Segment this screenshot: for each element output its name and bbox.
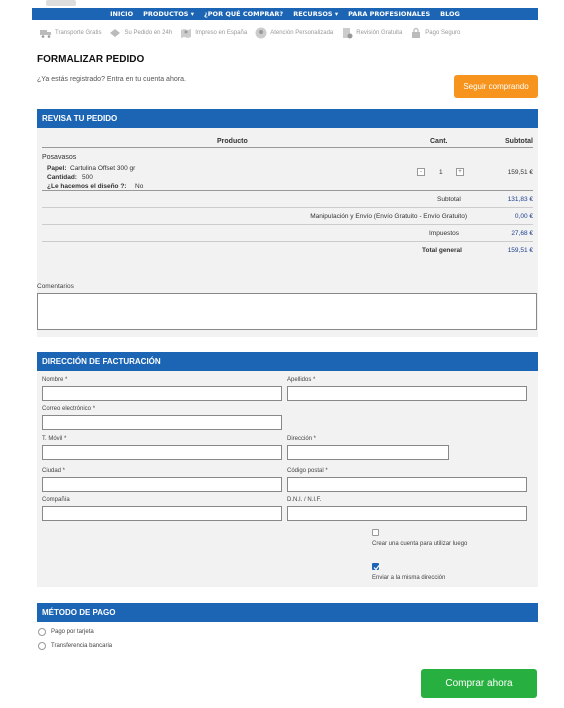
- feature-label: Revisión Gratuita: [356, 30, 403, 36]
- tax-value: 27,68 €: [511, 230, 533, 237]
- compania-field[interactable]: [42, 506, 282, 521]
- nav-blog[interactable]: BLOG: [440, 10, 460, 18]
- direccion-label: Dirección *: [287, 436, 317, 442]
- feature-espana: [180, 27, 247, 39]
- shipping-value: 0,00 €: [514, 213, 533, 220]
- lock-icon: [410, 27, 422, 39]
- item-subtotal: 159,51 €: [507, 169, 533, 176]
- feature-strip: [40, 24, 546, 42]
- feature-label: Atención Personalizada: [270, 30, 334, 36]
- feature-label: Transporte Gratis: [55, 30, 102, 36]
- subtotal-row: [42, 191, 533, 208]
- item-paper-label: Papel:: [47, 165, 67, 172]
- compania-label: Compañía: [42, 497, 70, 503]
- subtotal-value: 131,83 €: [507, 196, 533, 203]
- order-table-header: [42, 136, 533, 148]
- postal-field[interactable]: [287, 477, 527, 492]
- email-label: Correo electrónico *: [42, 406, 96, 412]
- map-icon: [180, 27, 192, 39]
- col-subtotal-header: Subtotal: [505, 138, 533, 145]
- same-address-checkbox[interactable]: [372, 563, 379, 570]
- page-title: FORMALIZAR PEDIDO: [37, 54, 145, 65]
- feature-pago: [410, 27, 460, 39]
- feature-24h: [109, 27, 172, 39]
- feature-label: Impreso en España: [195, 30, 248, 36]
- payment-transfer-label: Transferencia bancaria: [51, 643, 113, 649]
- document-check-icon: [341, 27, 353, 39]
- shipping-label: Manipulación y Envío (Envío Gratuito - Envío Gratuito): [310, 213, 467, 220]
- feature-revision: [341, 27, 402, 39]
- nav-recursos[interactable]: RECURSOS ▾: [293, 10, 339, 18]
- login-hint-link[interactable]: ¿Ya estás registrado? Entra en tu cuenta ahora.: [37, 76, 186, 83]
- tax-row: [42, 225, 533, 242]
- col-product-header: Producto: [217, 138, 248, 145]
- movil-label: T. Móvil *: [42, 436, 67, 442]
- logo: [46, 0, 76, 6]
- comments-label: Comentarios: [37, 283, 74, 290]
- tax-label: Impuestos: [429, 230, 459, 237]
- feature-label: Su Pedido en 24h: [124, 30, 173, 36]
- shipping-row: [42, 208, 533, 225]
- order-table: [42, 136, 533, 259]
- email-field[interactable]: [42, 415, 282, 430]
- nav-inicio[interactable]: INICIO: [110, 10, 134, 18]
- comments-textarea[interactable]: [37, 293, 537, 330]
- nav-productos[interactable]: PRODUCTOS ▾: [143, 10, 195, 18]
- nombre-field[interactable]: [42, 386, 282, 401]
- payment-header: MÉTODO DE PAGO: [37, 603, 538, 622]
- qty-value: 1: [439, 169, 443, 176]
- feature-atencion: [255, 27, 333, 39]
- ciudad-label: Ciudad *: [42, 468, 66, 474]
- billing-header: DIRECCIÓN DE FACTURACIÓN: [37, 352, 538, 371]
- direccion-field[interactable]: [287, 445, 449, 460]
- dni-label: D.N.I. / N.I.F.: [287, 497, 322, 503]
- payment-panel: [37, 603, 538, 624]
- continue-shopping-button[interactable]: Seguir comprando: [454, 75, 538, 98]
- create-account-label: Crear una cuenta para utilizar luego: [372, 541, 468, 547]
- payment-card-label: Pago por tarjeta: [51, 629, 94, 635]
- item-design-label: ¿Le hacemos el diseño ?:: [47, 183, 127, 190]
- feature-label: Pago Seguro: [425, 30, 461, 36]
- order-review-header: REVISA TU PEDIDO: [37, 109, 538, 128]
- dni-field[interactable]: [287, 506, 527, 521]
- delivery-icon: [109, 27, 121, 39]
- truck-icon: [40, 27, 52, 39]
- total-value: 159,51 €: [507, 247, 533, 254]
- apellidos-field[interactable]: [287, 386, 527, 401]
- payment-transfer-radio[interactable]: [38, 642, 46, 650]
- col-qty-header: Cant.: [430, 138, 448, 145]
- create-account-checkbox[interactable]: [372, 529, 379, 536]
- item-paper-value: Cartulina Offset 300 gr: [70, 165, 136, 172]
- item-qty-label: Cantidad:: [47, 174, 77, 181]
- item-design-value: No: [135, 183, 144, 190]
- buy-now-button[interactable]: Comprar ahora: [421, 669, 537, 698]
- item-qty-value: 500: [82, 174, 93, 181]
- item-name: Posavasos: [42, 154, 77, 161]
- total-label: Total general: [422, 247, 462, 254]
- feature-transporte: [40, 27, 101, 39]
- postal-label: Código postal *: [287, 468, 328, 474]
- movil-field[interactable]: [42, 445, 282, 460]
- nombre-label: Nombre *: [42, 377, 68, 383]
- qty-minus-button[interactable]: -: [417, 168, 425, 176]
- total-row: [42, 242, 533, 259]
- order-item-row: [42, 148, 533, 191]
- apellidos-label: Apellidos *: [287, 377, 316, 383]
- main-nav: [32, 8, 538, 20]
- qty-plus-button[interactable]: +: [456, 168, 464, 176]
- subtotal-label: Subtotal: [437, 196, 461, 203]
- payment-card-radio[interactable]: [38, 628, 46, 636]
- same-address-label: Enviar a la misma dirección: [372, 575, 446, 581]
- ciudad-field[interactable]: [42, 477, 282, 492]
- nav-profesionales[interactable]: PARA PROFESIONALES: [348, 10, 431, 18]
- person-icon: [255, 27, 267, 39]
- nav-por-que-comprar[interactable]: ¿POR QUÉ COMPRAR?: [204, 10, 284, 18]
- check-icon: [373, 564, 380, 571]
